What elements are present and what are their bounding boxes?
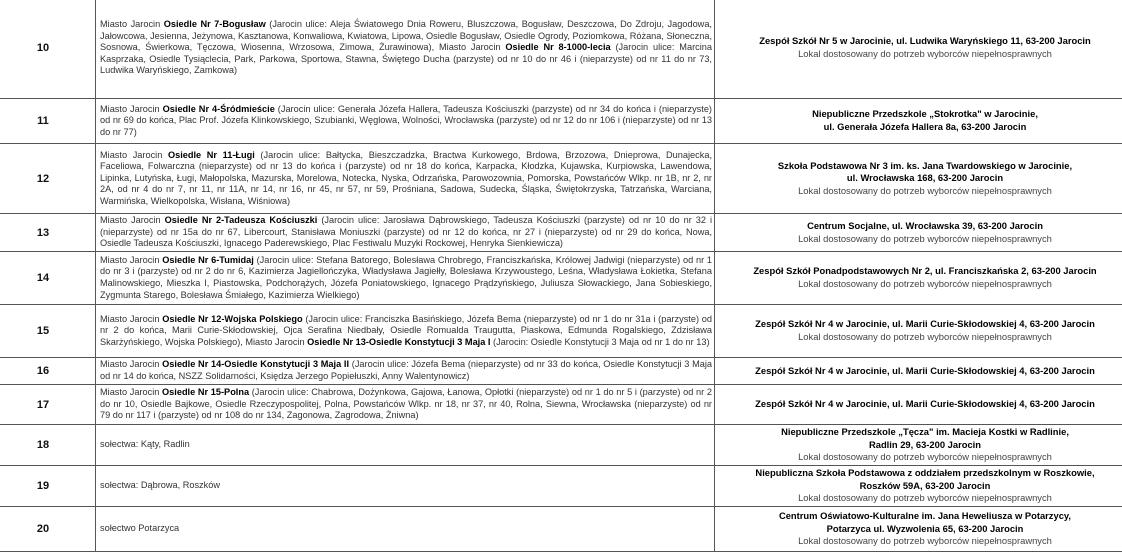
district-area-description (96, 144, 715, 214)
area-text: Miasto Jarocin (100, 314, 162, 324)
estate-name: Osiedle Nr 2-Tadeusza Kościuszki (165, 215, 318, 225)
polling-station-name: Zespół Szkół Nr 5 w Jarocinie, ul. Ludwika Waryńskiego 11, 63-200 Jarocin (727, 35, 1122, 48)
estate-name: Osiedle Nr 8-1000-lecia (505, 42, 610, 52)
table-row (0, 0, 1122, 99)
polling-station-location (715, 0, 1122, 99)
polling-station-location (715, 358, 1122, 385)
district-number: 11 (0, 99, 96, 144)
table-row (0, 99, 1122, 144)
district-number: 15 (0, 305, 96, 358)
district-number: 20 (0, 507, 96, 552)
table-row (0, 358, 1122, 385)
polling-station-name: Zespół Szkół Nr 4 w Jarocinie, ul. Marii Curie-Skłodowskiej 4, 63-200 Jarocin (727, 398, 1122, 411)
district-area-description (96, 425, 715, 466)
polling-station-location (715, 466, 1122, 507)
polling-station-name: Radlin 29, 63-200 Jarocin (727, 439, 1122, 452)
district-number: 17 (0, 385, 96, 425)
district-number: 16 (0, 358, 96, 385)
district-area-description (96, 385, 715, 425)
table-row (0, 425, 1122, 466)
area-text: (Jarocin ulice: Jarosława Dąbrowskiego, Tadeusza Kościuszki (parzyste) od nr 10 do nr 32 i (nieparzyste) od nr 15a do nr 67, Libercourt, Stanisława Moniuszki (parzyste) od nr 12 do końca, nr 27 i (nieparzyste) od nr 29 do końca, Nowa, Osiedle Tadeusza Kościuszki, Ignacego Paderewskiego, Plac Festiwalu Muzyki Rockowej, Henryka Sienkiewicza) (100, 215, 712, 248)
polling-station-location (715, 305, 1122, 358)
area-text: sołectwa: Dąbrowa, Roszków (100, 480, 220, 490)
polling-station-location (715, 507, 1122, 552)
table-row (0, 214, 1122, 252)
estate-name: Osiedle Nr 11-Ługi (168, 150, 255, 160)
district-number: 14 (0, 252, 96, 305)
area-text: (Jarocin ulice: Józefa Bema (nieparzyste) od nr 33 do końca, Osiedle Konstytucji 3 Maja od nr 14 do końca, NSZZ Solidarności, Księdza Jerzego Popiełuszki, Anny Walentynowicz) (100, 359, 712, 381)
polling-station-name: Zespół Szkół Nr 4 w Jarocinie, ul. Marii Curie-Skłodowskiej 4, 63-200 Jarocin (727, 365, 1122, 378)
district-number: 12 (0, 144, 96, 214)
polling-station-name: Zespół Szkół Nr 4 w Jarocinie, ul. Marii Curie-Skłodowskiej 4, 63-200 Jarocin (727, 318, 1122, 331)
area-text: Miasto Jarocin (100, 359, 162, 369)
estate-name: Osiedle Nr 12-Wojska Polskiego (162, 314, 302, 324)
polling-station-location (715, 144, 1122, 214)
area-text: Miasto Jarocin (100, 255, 162, 265)
district-area-description (96, 0, 715, 99)
area-text: (Jarocin ulice: Bałtycka, Bieszczadzka, Bractwa Kurkowego, Brdowa, Brzozowa, Dnieprowa, Dunajecka, Faceliowa, Folwarczna (nieparzyste) od nr 13 do końca i (parzyste) od nr 18 do końca, Karpacka, Kłodzka, Kujawska, Kurpiowska, Lawendowa, Lipinka, Lutyńska, Ługi, Małopolska, Mazurska, Morelowa, Notecka, Nyska, Odrzańska, Parowozownia, Pomorska, Powstańców Wlkp. nr 1B, nr 2, nr 2A, od nr 4 do nr 7, nr 11, nr 11A, nr 14, nr 16, nr 45, nr 57, nr 59, Prośniana, Sadowa, Sudecka, Śląska, Świętokrzyska, Tatrzańska, Warciana, Warmińska, Wielkopolska, Wisłana, Wiśniowa) (100, 150, 712, 206)
polling-station-name: Centrum Socjalne, ul. Wrocławska 39, 63-200 Jarocin (727, 220, 1122, 233)
district-area-description (96, 214, 715, 252)
district-area-description (96, 305, 715, 358)
estate-name: Osiedle Nr 14-Osiedle Konstytucji 3 Maja II (162, 359, 349, 369)
district-area-description (96, 252, 715, 305)
table-row (0, 144, 1122, 214)
area-text: (Jarocin ulice: Chabrowa, Dożynkowa, Gajowa, Łanowa, Opłotki (nieparzyste) od nr 1 do nr 5 i (parzyste) od nr 2 do nr 10, Osiedle Bajkowe, Osiedle Rzeczypospolitej, Polna, Powstańców Wlkp. nr 18, nr 37, nr 40, Rolna, Siewna, Wrocławska (nieparzyste) od nr 79 do nr 117 i (parzyste) od nr 108 do nr 134, Zagonowa, Zagrodowa, Żniwna) (100, 387, 712, 420)
area-text: Miasto Jarocin (100, 104, 163, 114)
district-number: 18 (0, 425, 96, 466)
district-area-description (96, 466, 715, 507)
area-text: Miasto Jarocin (100, 387, 162, 397)
area-text: sołectwa: Kąty, Radlin (100, 439, 190, 449)
accessibility-note: Lokal dostosowany do potrzeb wyborców niepełnosprawnych (727, 48, 1122, 61)
polling-station-location (715, 385, 1122, 425)
accessibility-note: Lokal dostosowany do potrzeb wyborców niepełnosprawnych (727, 278, 1122, 291)
polling-station-name: Roszków 59A, 63-200 Jarocin (727, 480, 1122, 493)
accessibility-note: Lokal dostosowany do potrzeb wyborców niepełnosprawnych (727, 492, 1122, 505)
polling-station-name: Niepubliczne Przedszkole „Tęcza" im. Macieja Kostki w Radlinie, (727, 426, 1122, 439)
district-area-description (96, 507, 715, 552)
polling-station-name: ul. Generała Józefa Hallera 8a, 63-200 Jarocin (727, 121, 1122, 134)
area-text: sołectwo Potarzyca (100, 523, 179, 533)
accessibility-note: Lokal dostosowany do potrzeb wyborców niepełnosprawnych (727, 233, 1122, 246)
area-text: (Jarocin ulice: Aleja Światowego Dnia Roweru, Bluszczowa, Bogusław, Deszczowa, Do Zdroju, Jagodowa, Jałowcowa, Jesienna, Jeżynowa, Kasztanowa, Konwaliowa, Kwiatowa, Lipowa, Osiedle Bogusław, Osiedle Ogrody, Poziomkowa, Różana, Słoneczna, Sosnowa, Świerkowa, Tęczowa, Wiosenna, Wrzosowa, Zimowa, Żurawinowa), Miasto Jarocin (100, 19, 712, 52)
polling-station-location (715, 214, 1122, 252)
district-area-description (96, 358, 715, 385)
area-text: (Jarocin ulice: Franciszka Basińskiego, Józefa Bema (nieparzyste) od nr 1 do nr 31a i (parzyste) od nr 2 do końca, Marii Curie-Skłodowskiej, Ojca Serafina Niedbały, Osiedle Romualda Traugutta, Piaskowa, Edmunda Rogalskiego, Zdzisława Skarżyńskiego, Wojska Polskiego), Miasto Jarocin (100, 314, 712, 347)
polling-station-location (715, 425, 1122, 466)
area-text: (Jarocin ulice: Generała Józefa Hallera, Tadeusza Kościuszki (parzyste) od nr 34 do końca i (nieparzyste) od nr 69 do końca, Plac Prof. Józefa Klinkowskiego, Szubianki, Węglowa, Wolności, Wrocławska (parzyste) od nr 12 do nr 106 i (nieparzyste) od nr 13 do nr 77) (100, 104, 712, 137)
table-row (0, 466, 1122, 507)
area-text: Miasto Jarocin (100, 150, 168, 160)
table-row (0, 385, 1122, 425)
table-row (0, 507, 1122, 552)
accessibility-note: Lokal dostosowany do potrzeb wyborców niepełnosprawnych (727, 331, 1122, 344)
polling-station-name: Potarzyca ul. Wyzwolenia 65, 63-200 Jarocin (727, 523, 1122, 536)
polling-station-name: Zespół Szkół Ponadpodstawowych Nr 2, ul. Franciszkańska 2, 63-200 Jarocin (727, 265, 1122, 278)
accessibility-note: Lokal dostosowany do potrzeb wyborców niepełnosprawnych (727, 451, 1122, 464)
accessibility-note: Lokal dostosowany do potrzeb wyborców niepełnosprawnych (727, 535, 1122, 548)
area-text: (Jarocin ulice: Marcina Kasprzaka, Osiedle Tysiąclecia, Park, Parkowa, Sportowa, Stawna, Świętego Ducha (parzyste) od nr 10 do nr 46 i (nieparzyste) od nr 11 do nr 73, Ludwika Waryńskiego, Zamkowa) (100, 42, 712, 75)
area-text: Miasto Jarocin (100, 19, 164, 29)
accessibility-note: Lokal dostosowany do potrzeb wyborców niepełnosprawnych (727, 185, 1122, 198)
estate-name: Osiedle Nr 13-Osiedle Konstytucji 3 Maja I (307, 337, 490, 347)
district-number: 19 (0, 466, 96, 507)
estate-name: Osiedle Nr 7-Bogusław (164, 19, 266, 29)
area-text: (Jarocin ulice: Stefana Batorego, Bolesława Chrobrego, Franciszkańska, Królowej Jadwigi (nieparzyste) od nr 1 do nr 3 i (parzyste) od nr 2 do nr 6, Kazimierza Jagiellończyka, Władysława Jagiełły, Bolesława Krzywoustego, Leśna, Władysława Łokietka, Stefana Malinowskiego, Mieszka I, Piastowska, Podchorążych, Józefa Poniatowskiego, Ignacego Prądzyńskiego, Juliusza Słowackiego, Jana Sobieskiego, Zygmunta Starego, Bolesława Śmiałego, Kazimierza Wielkiego) (100, 255, 712, 300)
district-number: 13 (0, 214, 96, 252)
polling-station-location (715, 99, 1122, 144)
estate-name: Osiedle Nr 4-Śródmieście (163, 104, 275, 114)
estate-name: Osiedle Nr 6-Tumidaj (162, 255, 254, 265)
polling-station-name: Niepubliczne Przedszkole „Stokrotka" w Jarocinie, (727, 108, 1122, 121)
polling-station-name: Niepubliczna Szkoła Podstawowa z oddziałem przedszkolnym w Roszkowie, (727, 467, 1122, 480)
polling-station-name: Centrum Oświatowo-Kulturalne im. Jana Heweliusza w Potarzycy, (727, 510, 1122, 523)
district-number: 10 (0, 0, 96, 99)
district-area-description (96, 99, 715, 144)
area-text: Miasto Jarocin (100, 215, 165, 225)
table-row (0, 252, 1122, 305)
polling-station-location (715, 252, 1122, 305)
polling-station-name: ul. Wrocławska 168, 63-200 Jarocin (727, 172, 1122, 185)
estate-name: Osiedle Nr 15-Polna (162, 387, 249, 397)
area-text: (Jarocin: Osiedle Konstytucji 3 Maja od nr 1 do nr 13) (490, 337, 709, 347)
table-row (0, 305, 1122, 358)
polling-station-name: Szkoła Podstawowa Nr 3 im. ks. Jana Twardowskiego w Jarocinie, (727, 160, 1122, 173)
